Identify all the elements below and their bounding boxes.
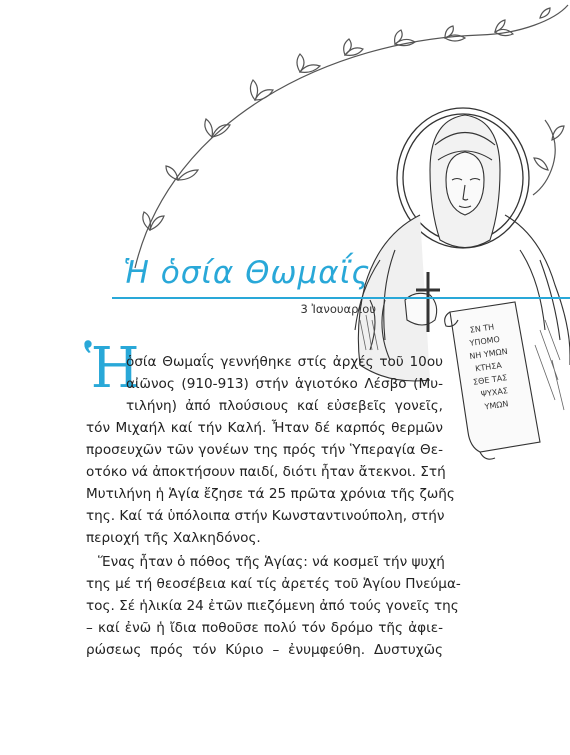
body-line: Ἕνας ἦταν ὁ πόθος τῆς Ἁγίας: νά κοσμεῖ τήν ψυχή [98,554,445,570]
body-line: – καί ἐνῶ ἡ ἴδια ποθοῦσε πολύ τόν δρόμο τῆς ἀφιε- [86,620,443,636]
vine-ornament [135,5,568,268]
scroll-line: ΨΥΧΑΣ [480,386,509,399]
scroll-line: ΣΝ ΤΗ [469,322,495,335]
title-underline [112,297,570,299]
feast-date: 3 Ἰανουαρίου [300,302,376,316]
body-line: οτόκο νά ἀποκτήσουν παιδί, διότι ἦταν ἄτεκνοι. Στή [86,464,446,480]
scroll-line: ΥΜΩΝ [484,399,509,412]
body-line: ὁσία Θωμαΐς γεννήθηκε στίς ἀρχές τοῦ 10ου [126,354,443,370]
body-line: ρώσεως πρός τόν Κύριο – ἐνυμφεύθη. Δυστυχῶς [86,642,443,658]
scroll-line: ΚΤΗΣΑ [474,360,503,374]
body-line: τιλήνη) ἀπό πλούσιους καί εὐσεβεῖς γονεῖς, [126,398,443,414]
page-title: Ἡ ὁσία Θωμαΐς [123,255,371,291]
scroll-line: ΝΗ ΥΜΩΝ [468,346,509,362]
scroll-line: ΥΠΟΜΟ [469,334,501,348]
body-line: αἰῶνος (910-913) στήν ἁγιοτόκο Λέσβο (Μυ- [126,376,443,392]
body-line: της. Καί τά ὑπόλοιπα στήν Κωνσταντινούπολη, στήν [86,508,445,524]
body-line: περιοχή τῆς Χαλκηδόνος. [86,530,261,546]
scroll-line: ΣΘΕ ΤΑΣ [472,373,508,387]
body-line: τος. Σέ ἡλικία 24 ἐτῶν πιεζόμενη ἀπό τούς γονεῖς της [86,598,459,614]
drop-cap: Ἡ [84,336,140,401]
body-line: τόν Μιχαήλ καί τήν Καλή. Ἦταν δέ καρπός θερμῶν [86,420,443,436]
body-line: της μέ τή θεοσέβεια καί τίς ἀρετές τοῦ Ἁγίου Πνεύμα- [86,576,461,592]
body-line: προσευχῶν τῶν γονέων της πρός τήν Ὑπεραγία Θε- [86,442,443,458]
body-line: Μυτιλήνη ἡ Ἁγία ἔζησε τά 25 πρῶτα χρόνια τῆς ζωῆς [86,486,455,502]
